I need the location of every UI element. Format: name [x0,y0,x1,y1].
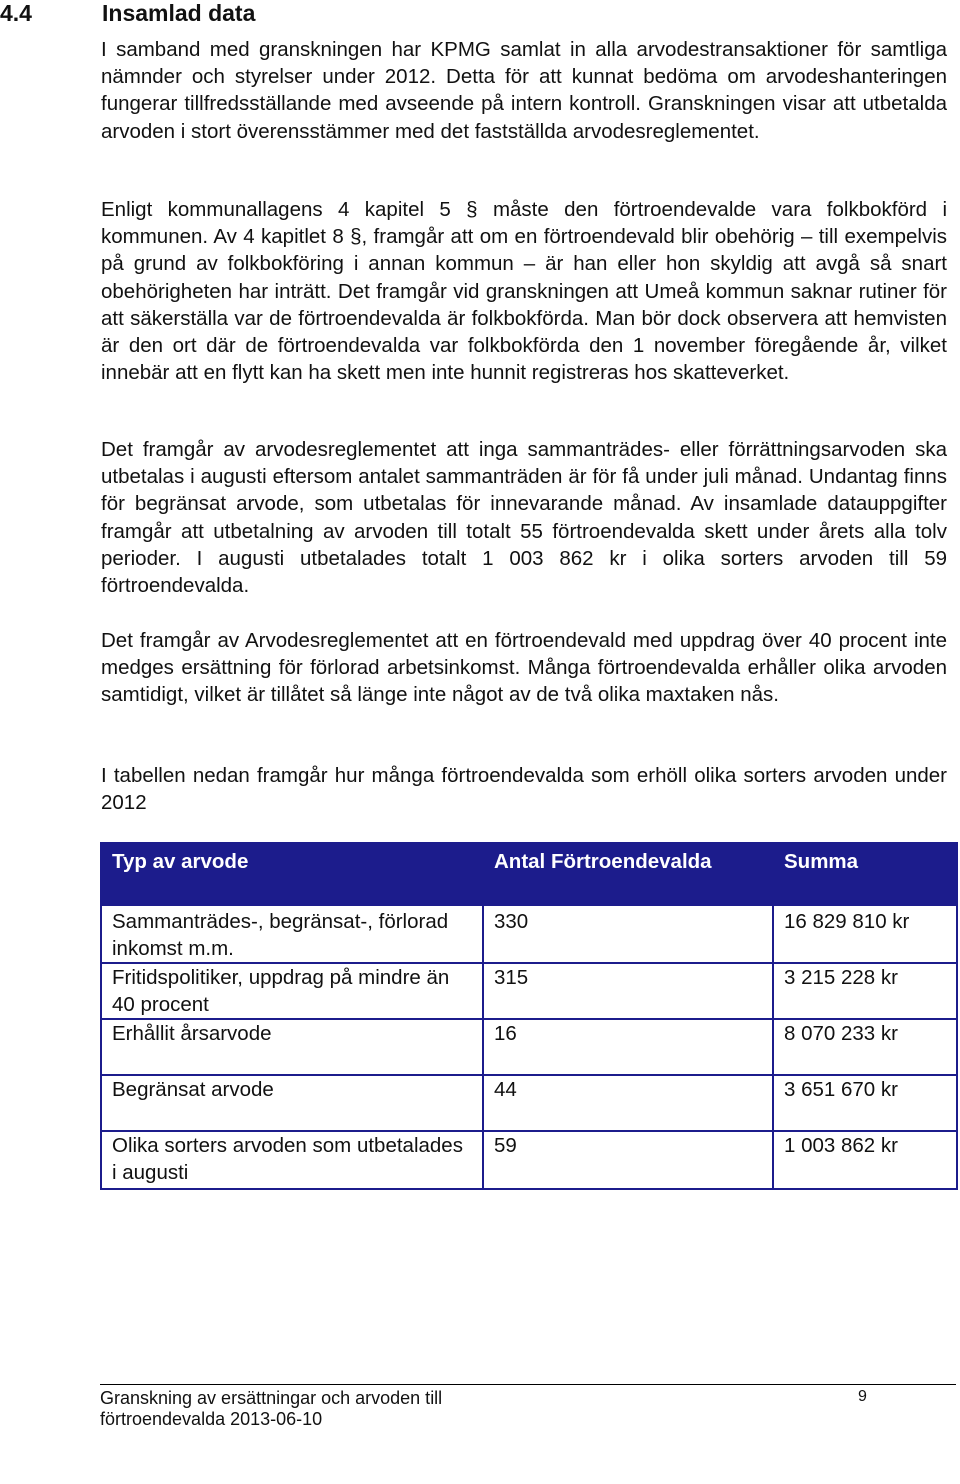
cell-count: 59 [483,1131,773,1189]
cell-sum: 8 070 233 kr [773,1019,957,1075]
paragraph-data-collection: I samband med granskningen har KPMG samlat in alla arvodestransaktioner för samtliga nämnder och styrelser under 2012. Detta för att kunnat bedöma om arvodeshanteringen fungerar tillfredsställande med avseende på intern kontroll. Granskningen visar att utbetalda arvoden i stort överensstämmer med det fastställda arvodesreglementet. [101,38,947,143]
footer-document-title [100,1388,442,1430]
cell-count: 315 [483,963,773,1019]
cell-sum: 3 651 670 kr [773,1075,957,1131]
cell-fee-type: Olika sorters arvoden som utbetalades i augusti [101,1131,483,1189]
table-row [101,1075,957,1131]
table-row [101,905,957,963]
header-count: Antal Förtroendevalda [483,843,773,905]
paragraph-residency: Enligt kommunallagens 4 kapitel 5 § måste den förtroendevalde vara folkbokförd i kommunen. Av 4 kapitlet 8 §, framgår att om en förtroendevald blir obehörig – till exempelvis på grund av folkbokföring i annan kommun – är han eller hon skyldig att avgå så snart obehörigheten har inträtt. Det framgår vid granskningen att Umeå kommun saknar rutiner för att säkerställa var de förtroendevalda är folkbokförda. Man bör dock observera att hemvisten är den ort där de förtroendevalda var folkbokförda den 1 november föregående år, vilket innebär att en flytt kan ha skett men inte hunnit registreras hos skatteverket. [101,198,947,385]
header-sum: Summa [773,843,957,905]
cell-fee-type: Sammanträdes-, begränsat-, förlorad inkomst m.m. [101,905,483,963]
cell-count: 44 [483,1075,773,1131]
cell-sum: 16 829 810 kr [773,905,957,963]
section-number: 4.4 [0,0,32,26]
fee-summary-table [100,842,956,1190]
cell-count: 330 [483,905,773,963]
section-title: Insamlad data [102,0,256,26]
cell-fee-type: Begränsat arvode [101,1075,483,1131]
paragraph-august-payments: Det framgår av arvodesreglementet att inga sammanträdes- eller förrättningsarvoden ska utbetalas i augusti eftersom antalet sammanträden är för få under juli månad. Undantag finns för begränsat arvode, som utbetalas för innevarande månad. Av insamlade datauppgifter framgår att utbetalning av arvoden till totalt 55 förtroendevalda skett under årets alla tolv perioder. I augusti utbetalades totalt 1 003 862 kr i olika sorters arvoden till 59 förtroendevalda. [101,438,947,598]
footer-line-1: Granskning av ersättningar och arvoden till [100,1388,443,1408]
table-row [101,1019,957,1075]
footer-line-2: förtroendevalda 2013-06-10 [100,1409,323,1429]
section-heading [0,0,255,26]
table-header-row [101,843,957,905]
table-row [101,1131,957,1189]
table-row [101,963,957,1019]
page-number: 9 [858,1388,867,1405]
paragraph-income-loss: Det framgår av Arvodesreglementet att en förtroendevald med uppdrag över 40 procent inte medges ersättning för förlorad arbetsinkomst. Många förtroendevalda erhåller olika arvoden samtidigt, vilket är tillåtet så länge inte något av de två olika maxtaken nås. [101,629,947,707]
cell-fee-type: Erhållit årsarvode [101,1019,483,1075]
cell-sum: 1 003 862 kr [773,1131,957,1189]
cell-count: 16 [483,1019,773,1075]
cell-fee-type: Fritidspolitiker, uppdrag på mindre än 40 procent [101,963,483,1019]
cell-sum: 3 215 228 kr [773,963,957,1019]
footer-divider [100,1384,956,1385]
paragraph-table-intro: I tabellen nedan framgår hur många förtroendevalda som erhöll olika sorters arvoden under 2012 [101,764,947,815]
header-fee-type: Typ av arvode [101,843,483,905]
